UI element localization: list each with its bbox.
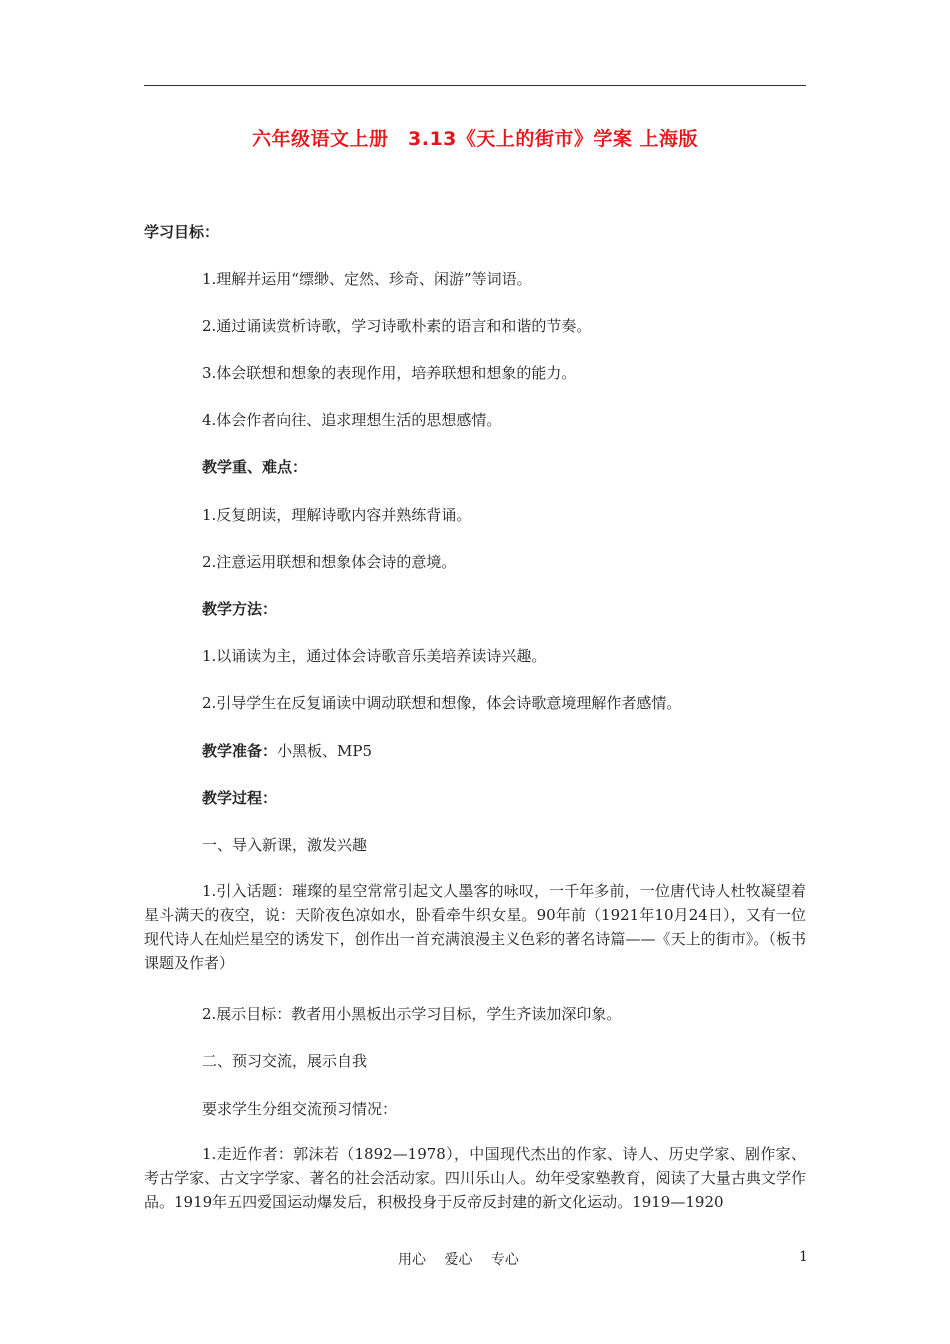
method-item: 1.以诵读为主，通过体会诗歌音乐美培养读诗兴趣。 [202, 647, 547, 665]
author-paragraph: 1.走近作者：郭沫若（1892—1978），中国现代杰出的作家、诗人、历史学家、剧作家、考古学家、古文字学家、著名的社会活动家。四川乐山人。幼年受家塾教育，阅读了大量古典文学作品。1919年五四爱国运动爆发后，积极投身于反帝反封建的新文化运动。1919—1920 [144, 1145, 806, 1211]
header-rule [144, 85, 806, 86]
show-goals-paragraph: 2.展示目标：教者用小黑板出示学习目标，学生齐读加深印象。 [202, 1005, 622, 1023]
goal-item: 1.理解并运用“缥缈、定然、珍奇、闲游”等词语。 [202, 270, 532, 288]
key-point: 1.反复朗读，理解诗歌内容并熟练背诵。 [202, 506, 472, 524]
goal-item: 2.通过诵读赏析诗歌，学习诗歌朴素的语言和和谐的节奏。 [202, 317, 592, 335]
request-line: 要求学生分组交流预习情况： [202, 1100, 398, 1118]
prep-line [202, 741, 372, 761]
goals-heading: 学习目标： [144, 223, 220, 241]
footer-motto: 用心 爱心 专心 [398, 1252, 519, 1268]
section-heading: 一、导入新课，激发兴趣 [202, 836, 368, 854]
section-heading: 二、预习交流，展示自我 [202, 1052, 368, 1070]
process-heading: 教学过程： [202, 789, 278, 807]
page-title: 六年级语文上册 3.13《天上的街市》学案 上海版 [252, 128, 698, 150]
prep-value: 小黑板、MP5 [277, 742, 373, 760]
prep-heading: 教学准备： [202, 742, 278, 760]
goal-item: 4.体会作者向往、追求理想生活的思想感情。 [202, 411, 502, 429]
goal-item: 3.体会联想和想象的表现作用，培养联想和想象的能力。 [202, 364, 577, 382]
key-heading: 教学重、难点： [202, 458, 308, 476]
method-heading: 教学方法： [202, 600, 278, 618]
key-point: 2.注意运用联想和想象体会诗的意境。 [202, 553, 457, 571]
page-number: 1 [799, 1249, 808, 1265]
method-item: 2.引导学生在反复诵读中调动联想和想像，体会诗歌意境理解作者感情。 [202, 694, 682, 712]
intro-paragraph: 1.引入话题：璀璨的星空常常引起文人墨客的咏叹，一千年多前，一位唐代诗人杜牧凝望着星斗满天的夜空，说：天阶夜色凉如水，卧看牵牛织女星。90年前（1921年10月24日），又有一位现代诗人在灿烂星空的诱发下，创作出一首充满浪漫主义色彩的著名诗篇——《天上的街市》。（板书课题及作者） [144, 882, 806, 972]
